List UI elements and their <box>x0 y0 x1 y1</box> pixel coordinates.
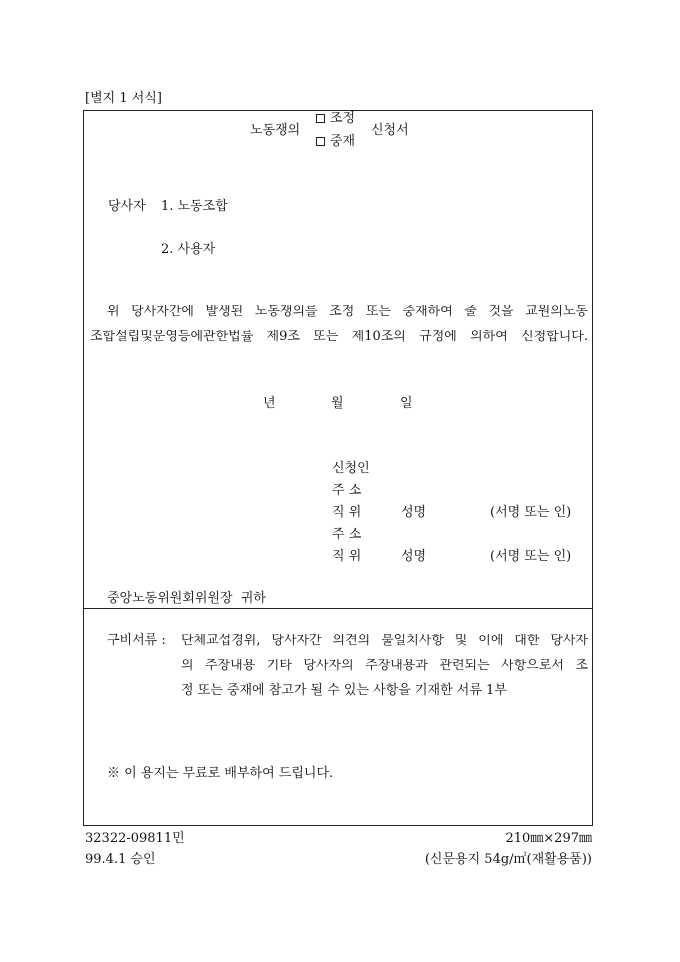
employer-address: 주 소 <box>332 527 362 542</box>
title-suffix: 신청서 <box>371 123 409 138</box>
paper-size: 210㎜×297㎜ <box>505 831 592 846</box>
title-prefix: 노동쟁의 <box>250 123 301 138</box>
recipient: 중앙노동위원회위원장 귀하 <box>107 591 266 606</box>
documents-line-2: 의 주장내용 기타 당사자의 주장내용과 관련되는 사항으로서 조 <box>181 659 588 672</box>
option-arbitration[interactable] <box>316 135 355 148</box>
applicant-label: 신청인 <box>332 461 370 476</box>
documents-line-1: 단체교섭경위, 당사자간 의견의 불일치사항 및 이에 대한 당사자 <box>181 634 588 647</box>
approval-date: 99.4.1 승인 <box>85 852 156 867</box>
applicant-position: 직 위 <box>332 505 362 520</box>
section-divider <box>83 608 593 609</box>
applicant-name-label: 성명 <box>401 505 427 520</box>
date-month: 월 <box>331 396 344 411</box>
notice: ※ 이 용지는 무료로 배부하여 드립니다. <box>107 766 334 781</box>
option-mediation-label: 조정 <box>330 111 356 126</box>
party-union: 1. 노동조합 <box>161 199 228 214</box>
option-arbitration-label: 중재 <box>330 134 356 149</box>
applicant-signature: (서명 또는 인) <box>490 505 572 520</box>
date-year: 년 <box>263 396 276 411</box>
employer-signature: (서명 또는 인) <box>490 549 572 564</box>
option-mediation[interactable] <box>316 112 355 125</box>
mediation-checkbox[interactable] <box>316 114 325 123</box>
paper-spec: (신문용지 54g/㎡(재활용품)) <box>424 852 592 867</box>
form-code: 32322-09811민 <box>85 831 185 846</box>
body-line-1: 위 당사자간에 발생된 노동쟁의를 조정 또는 중재하여 줄 것을 교원의노동 <box>107 305 588 318</box>
employer-position: 직 위 <box>332 549 362 564</box>
party-employer: 2. 사용자 <box>161 242 216 257</box>
form-label: [별지 1 서식] <box>85 91 162 106</box>
documents-label: 구비서류 : <box>107 633 166 648</box>
date-day: 일 <box>400 396 413 411</box>
arbitration-checkbox[interactable] <box>316 137 325 146</box>
parties-label: 당사자 <box>108 199 146 214</box>
employer-name-label: 성명 <box>401 549 427 564</box>
documents-line-3: 정 또는 중재에 참고가 될 수 있는 사항을 기재한 서류 1부 <box>181 683 507 698</box>
body-line-2: 조합설립및운영등에관한법률 제9조 또는 제10조의 규정에 의하여 신청합니다. <box>90 330 588 343</box>
applicant-address: 주 소 <box>332 483 362 498</box>
